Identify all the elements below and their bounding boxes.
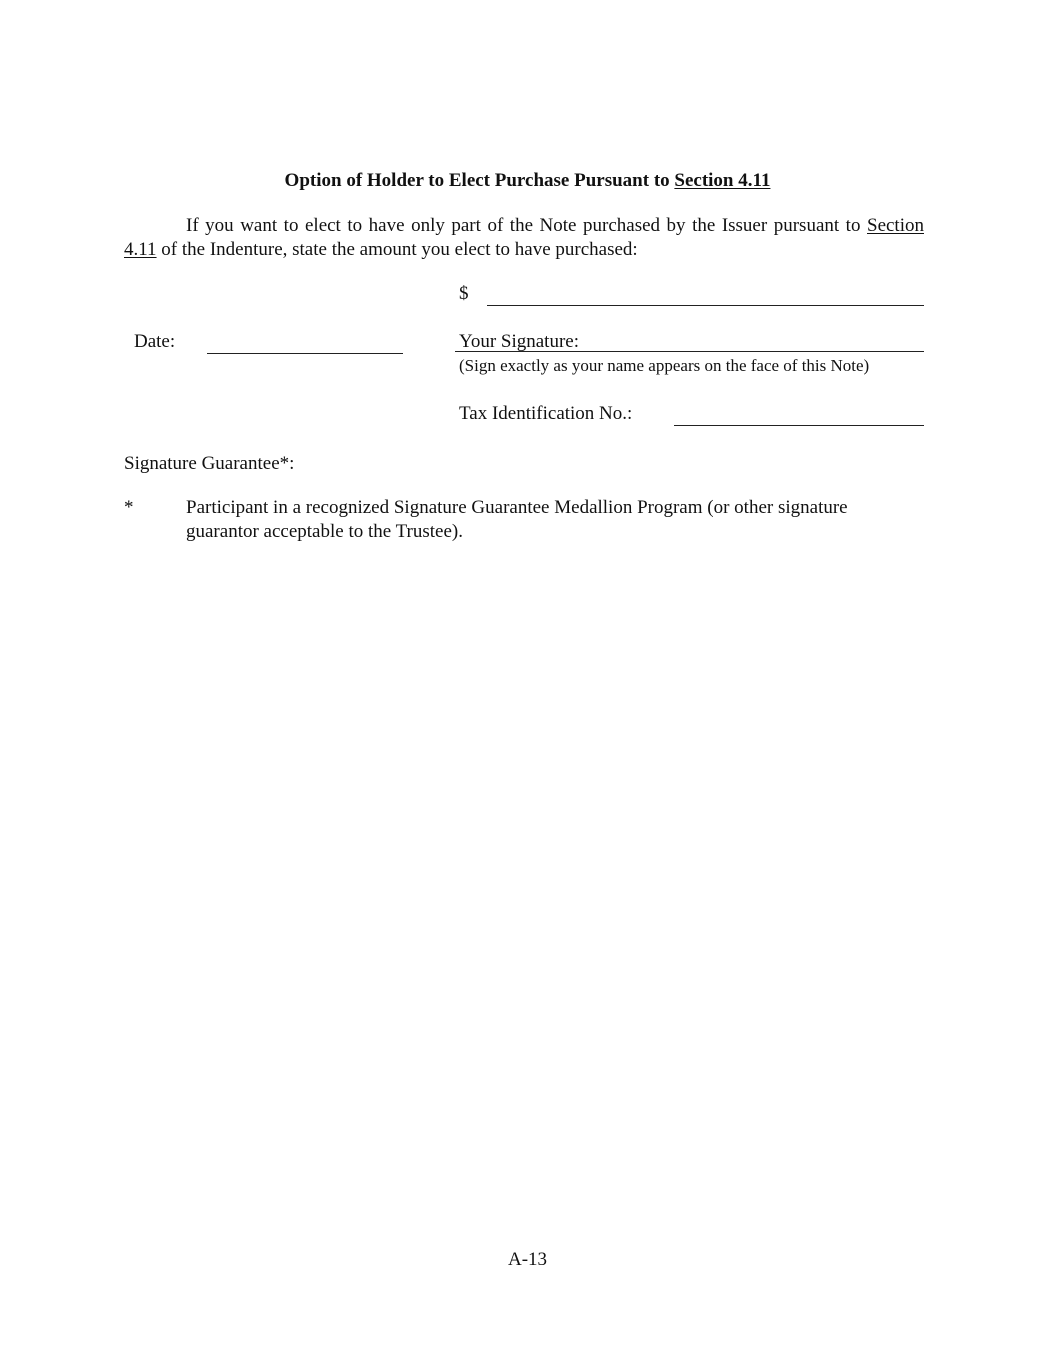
footnote-line-1: Participant in a recognized Signature Guarantee Medallion Program (or other signature bbox=[186, 497, 848, 518]
footnote-marker: * bbox=[124, 497, 134, 518]
tax-id-label: Tax Identification No.: bbox=[459, 403, 633, 424]
intro-text-1: If you want to elect to have only part of the Note purchased by the Issuer pursuant to bbox=[186, 215, 867, 236]
signature-label: Your Signature: bbox=[459, 331, 579, 352]
section-link[interactable]: Section 4.11 bbox=[674, 170, 771, 191]
title-text: Option of Holder to Elect Purchase Pursuant to bbox=[284, 170, 675, 191]
page-title bbox=[0, 170, 1055, 192]
dollar-sign: $ bbox=[459, 283, 469, 304]
section-link-inline[interactable]: Section 4.11 bbox=[124, 215, 924, 260]
tax-id-field[interactable] bbox=[676, 403, 922, 425]
date-line bbox=[207, 353, 403, 354]
date-label: Date: bbox=[134, 331, 176, 352]
signature-instruction: (Sign exactly as your name appears on the face of this Note) bbox=[459, 356, 870, 375]
signature-line[interactable] bbox=[455, 351, 924, 352]
date-field[interactable] bbox=[209, 331, 401, 353]
intro-paragraph bbox=[124, 214, 924, 262]
tax-id-line bbox=[674, 425, 924, 426]
footnote-line-2: guarantor acceptable to the Trustee). bbox=[186, 521, 463, 542]
page-number: A-13 bbox=[507, 1249, 548, 1270]
signature-guarantee-label: Signature Guarantee*: bbox=[124, 453, 295, 474]
intro-text-2: of the Indenture, state the amount you elect to have purchased: bbox=[156, 239, 638, 260]
amount-field[interactable] bbox=[490, 283, 920, 305]
amount-line bbox=[487, 305, 924, 306]
